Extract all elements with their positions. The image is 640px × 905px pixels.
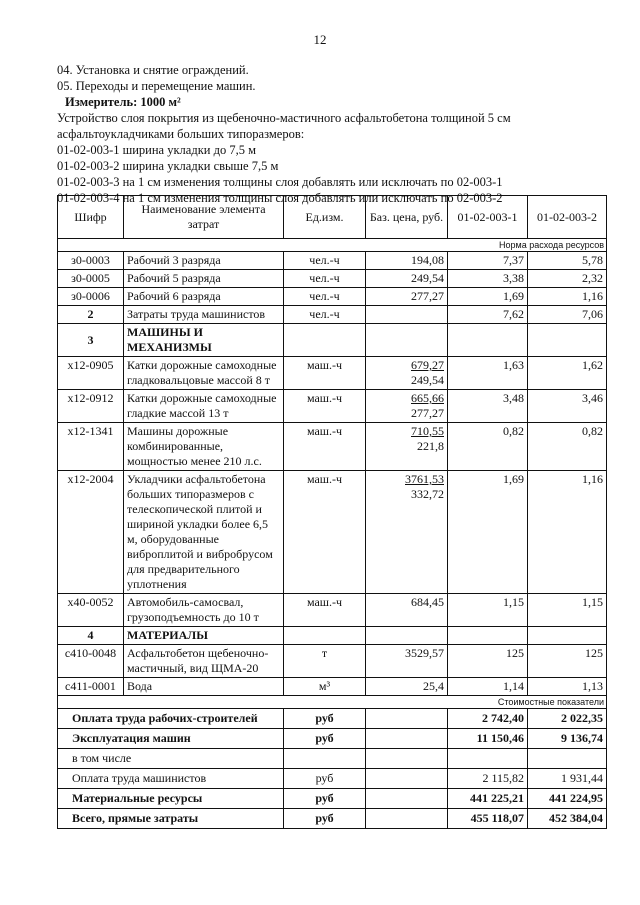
row-price: 684,45 bbox=[411, 595, 444, 609]
row-unit: маш.-ч bbox=[284, 423, 366, 471]
row-price-cell bbox=[366, 357, 448, 390]
row-price-machinist: 277,27 bbox=[411, 406, 444, 420]
section-v1: 7,62 bbox=[448, 306, 528, 324]
section-name: Затраты труда машинистов bbox=[124, 306, 284, 324]
item-line: 01-02-003-2 ширина укладки свыше 7,5 м bbox=[57, 159, 279, 173]
row-name: Рабочий 5 разряда bbox=[124, 270, 284, 288]
row-code: с411-0001 bbox=[58, 678, 124, 696]
row-code: з0-0005 bbox=[58, 270, 124, 288]
row-v1: 3,38 bbox=[448, 270, 528, 288]
table-row bbox=[58, 678, 607, 696]
total-name: Оплата труда рабочих-строителей bbox=[58, 709, 284, 729]
section-name: МАТЕРИАЛЫ bbox=[124, 627, 284, 645]
material-rows bbox=[58, 645, 607, 696]
row-price-machinist: 332,72 bbox=[411, 487, 444, 501]
row-v2: 1,62 bbox=[528, 357, 607, 390]
item-line: 01-02-003-3 на 1 см изменения толщины слоя добавлять или исключать по 02-003-1 bbox=[57, 175, 503, 189]
page-number: 12 bbox=[313, 32, 327, 47]
section-name: МАШИНЫ И МЕХАНИЗМЫ bbox=[124, 324, 284, 357]
row-unit: т bbox=[284, 645, 366, 678]
total-v1: 2 115,82 bbox=[448, 769, 528, 789]
total-v1 bbox=[448, 749, 528, 769]
machine-rows bbox=[58, 357, 607, 627]
intro-block bbox=[57, 62, 617, 206]
row-code: х12-0905 bbox=[58, 357, 124, 390]
total-empty bbox=[366, 749, 448, 769]
row-v1: 1,69 bbox=[448, 288, 528, 306]
row-code: з0-0006 bbox=[58, 288, 124, 306]
table-row bbox=[58, 645, 607, 678]
row-name: Рабочий 6 разряда bbox=[124, 288, 284, 306]
work-description: Устройство слоя покрытия из щебеночно-мастичного асфальтобетона толщиной 5 см асфальтоукладчиками больших типоразмеров: bbox=[57, 111, 511, 141]
total-empty bbox=[366, 809, 448, 829]
total-v1: 2 742,40 bbox=[448, 709, 528, 729]
total-empty bbox=[366, 709, 448, 729]
row-code: с410-0048 bbox=[58, 645, 124, 678]
row-v2: 2,32 bbox=[528, 270, 607, 288]
row-v2: 1,16 bbox=[528, 471, 607, 594]
row-unit: чел.-ч bbox=[284, 252, 366, 270]
row-v2: 1,13 bbox=[528, 678, 607, 696]
row-v2: 1,16 bbox=[528, 288, 607, 306]
total-unit: руб bbox=[284, 809, 366, 829]
row-name: Укладчики асфальтобетона больших типоразмеров с телескопической плитой и шириной укладки более 6,5 м, оборудованные виброплитой и вибробрусом для предварительного уплотнения bbox=[124, 471, 284, 594]
row-price-cell bbox=[366, 423, 448, 471]
section-row bbox=[58, 324, 607, 357]
row-price-machinist: 221,8 bbox=[417, 439, 444, 453]
total-v2: 9 136,74 bbox=[528, 729, 607, 749]
row-price: 25,4 bbox=[366, 678, 448, 696]
header-name: Наименование элемента затрат bbox=[124, 196, 284, 239]
total-v1: 441 225,21 bbox=[448, 789, 528, 809]
item-line: 01-02-003-4 на 1 см изменения толщины слоя добавлять или исключать по 02-003-2 bbox=[57, 191, 503, 205]
row-unit: маш.-ч bbox=[284, 390, 366, 423]
section-code: 3 bbox=[58, 324, 124, 357]
total-v2: 1 931,44 bbox=[528, 769, 607, 789]
total-name: Эксплуатация машин bbox=[58, 729, 284, 749]
row-unit: м³ bbox=[284, 678, 366, 696]
cost-label: Стоимостные показатели bbox=[58, 696, 607, 709]
total-v1: 455 118,07 bbox=[448, 809, 528, 829]
row-name: Рабочий 3 разряда bbox=[124, 252, 284, 270]
row-price: 710,55 bbox=[411, 424, 444, 438]
row-v2: 5,78 bbox=[528, 252, 607, 270]
row-name: Катки дорожные самоходные гладкие массой 13 т bbox=[124, 390, 284, 423]
row-code: х12-1341 bbox=[58, 423, 124, 471]
total-row bbox=[58, 729, 607, 749]
row-v2: 125 bbox=[528, 645, 607, 678]
row-name: Асфальтобетон щебеночно-мастичный, вид ЩМА-20 bbox=[124, 645, 284, 678]
total-row bbox=[58, 809, 607, 829]
cost-label-row bbox=[58, 696, 607, 709]
item-line: 01-02-003-1 ширина укладки до 7,5 м bbox=[57, 143, 256, 157]
total-unit: руб bbox=[284, 729, 366, 749]
row-price-cell bbox=[366, 471, 448, 594]
row-v2: 3,46 bbox=[528, 390, 607, 423]
measure-unit: Измеритель: 1000 м² bbox=[65, 95, 181, 109]
intro-line: 05. Переходы и перемещение машин. bbox=[57, 79, 256, 93]
row-v1: 3,48 bbox=[448, 390, 528, 423]
header-price: Баз. цена, руб. bbox=[366, 196, 448, 239]
total-unit: руб bbox=[284, 709, 366, 729]
row-v1: 125 bbox=[448, 645, 528, 678]
row-unit: чел.-ч bbox=[284, 270, 366, 288]
total-v2: 441 224,95 bbox=[528, 789, 607, 809]
row-unit: чел.-ч bbox=[284, 288, 366, 306]
labor-rows bbox=[58, 252, 607, 306]
norm-label: Норма расхода ресурсов bbox=[58, 239, 607, 252]
section-v2: 7,06 bbox=[528, 306, 607, 324]
total-unit bbox=[284, 749, 366, 769]
table-row bbox=[58, 288, 607, 306]
row-v1: 0,82 bbox=[448, 423, 528, 471]
totals-rows bbox=[58, 709, 607, 829]
row-price: 3529,57 bbox=[366, 645, 448, 678]
row-price: 277,27 bbox=[366, 288, 448, 306]
section-row bbox=[58, 306, 607, 324]
table-row bbox=[58, 423, 607, 471]
row-price-cell bbox=[366, 594, 448, 627]
total-name: Оплата труда машинистов bbox=[58, 769, 284, 789]
row-code: х12-2004 bbox=[58, 471, 124, 594]
row-unit: маш.-ч bbox=[284, 594, 366, 627]
row-price: 194,08 bbox=[366, 252, 448, 270]
table-row bbox=[58, 252, 607, 270]
row-v1: 7,37 bbox=[448, 252, 528, 270]
table-row bbox=[58, 270, 607, 288]
row-v1: 1,15 bbox=[448, 594, 528, 627]
row-price: 665,66 bbox=[411, 391, 444, 405]
row-price: 3761,53 bbox=[405, 472, 444, 486]
total-row bbox=[58, 789, 607, 809]
total-v2: 452 384,04 bbox=[528, 809, 607, 829]
section-code: 4 bbox=[58, 627, 124, 645]
total-empty bbox=[366, 729, 448, 749]
row-v2: 0,82 bbox=[528, 423, 607, 471]
section-unit: чел.-ч bbox=[284, 306, 366, 324]
row-v2: 1,15 bbox=[528, 594, 607, 627]
row-v1: 1,69 bbox=[448, 471, 528, 594]
total-v2 bbox=[528, 749, 607, 769]
total-row bbox=[58, 709, 607, 729]
section-code: 2 bbox=[58, 306, 124, 324]
row-price-cell bbox=[366, 390, 448, 423]
resource-table bbox=[57, 195, 607, 829]
row-name: Автомобиль-самосвал, грузоподъемность до 10 т bbox=[124, 594, 284, 627]
row-price-machinist: 249,54 bbox=[411, 373, 444, 387]
row-code: х40-0052 bbox=[58, 594, 124, 627]
table-row bbox=[58, 471, 607, 594]
total-empty bbox=[366, 769, 448, 789]
row-price: 679,27 bbox=[411, 358, 444, 372]
total-v1: 11 150,46 bbox=[448, 729, 528, 749]
total-unit: руб bbox=[284, 789, 366, 809]
table-row bbox=[58, 390, 607, 423]
row-name: Вода bbox=[124, 678, 284, 696]
row-code: з0-0003 bbox=[58, 252, 124, 270]
row-name: Машины дорожные комбинированные, мощностью менее 210 л.с. bbox=[124, 423, 284, 471]
row-unit: маш.-ч bbox=[284, 357, 366, 390]
total-empty bbox=[366, 789, 448, 809]
header-row bbox=[58, 196, 607, 239]
section-row bbox=[58, 627, 607, 645]
norm-label-row bbox=[58, 239, 607, 252]
total-name: в том числе bbox=[58, 749, 284, 769]
row-price: 249,54 bbox=[366, 270, 448, 288]
total-row bbox=[58, 769, 607, 789]
header-unit: Ед.изм. bbox=[284, 196, 366, 239]
header-code: Шифр bbox=[58, 196, 124, 239]
row-unit: маш.-ч bbox=[284, 471, 366, 594]
row-v1: 1,63 bbox=[448, 357, 528, 390]
total-name: Всего, прямые затраты bbox=[58, 809, 284, 829]
header-col2: 01-02-003-2 bbox=[528, 196, 607, 239]
table-row bbox=[58, 357, 607, 390]
total-name: Материальные ресурсы bbox=[58, 789, 284, 809]
total-row bbox=[58, 749, 607, 769]
table-row bbox=[58, 594, 607, 627]
header-col1: 01-02-003-1 bbox=[448, 196, 528, 239]
total-unit: руб bbox=[284, 769, 366, 789]
row-code: х12-0912 bbox=[58, 390, 124, 423]
total-v2: 2 022,35 bbox=[528, 709, 607, 729]
row-name: Катки дорожные самоходные гладковальцовые массой 8 т bbox=[124, 357, 284, 390]
intro-line: 04. Установка и снятие ограждений. bbox=[57, 63, 249, 77]
row-v1: 1,14 bbox=[448, 678, 528, 696]
